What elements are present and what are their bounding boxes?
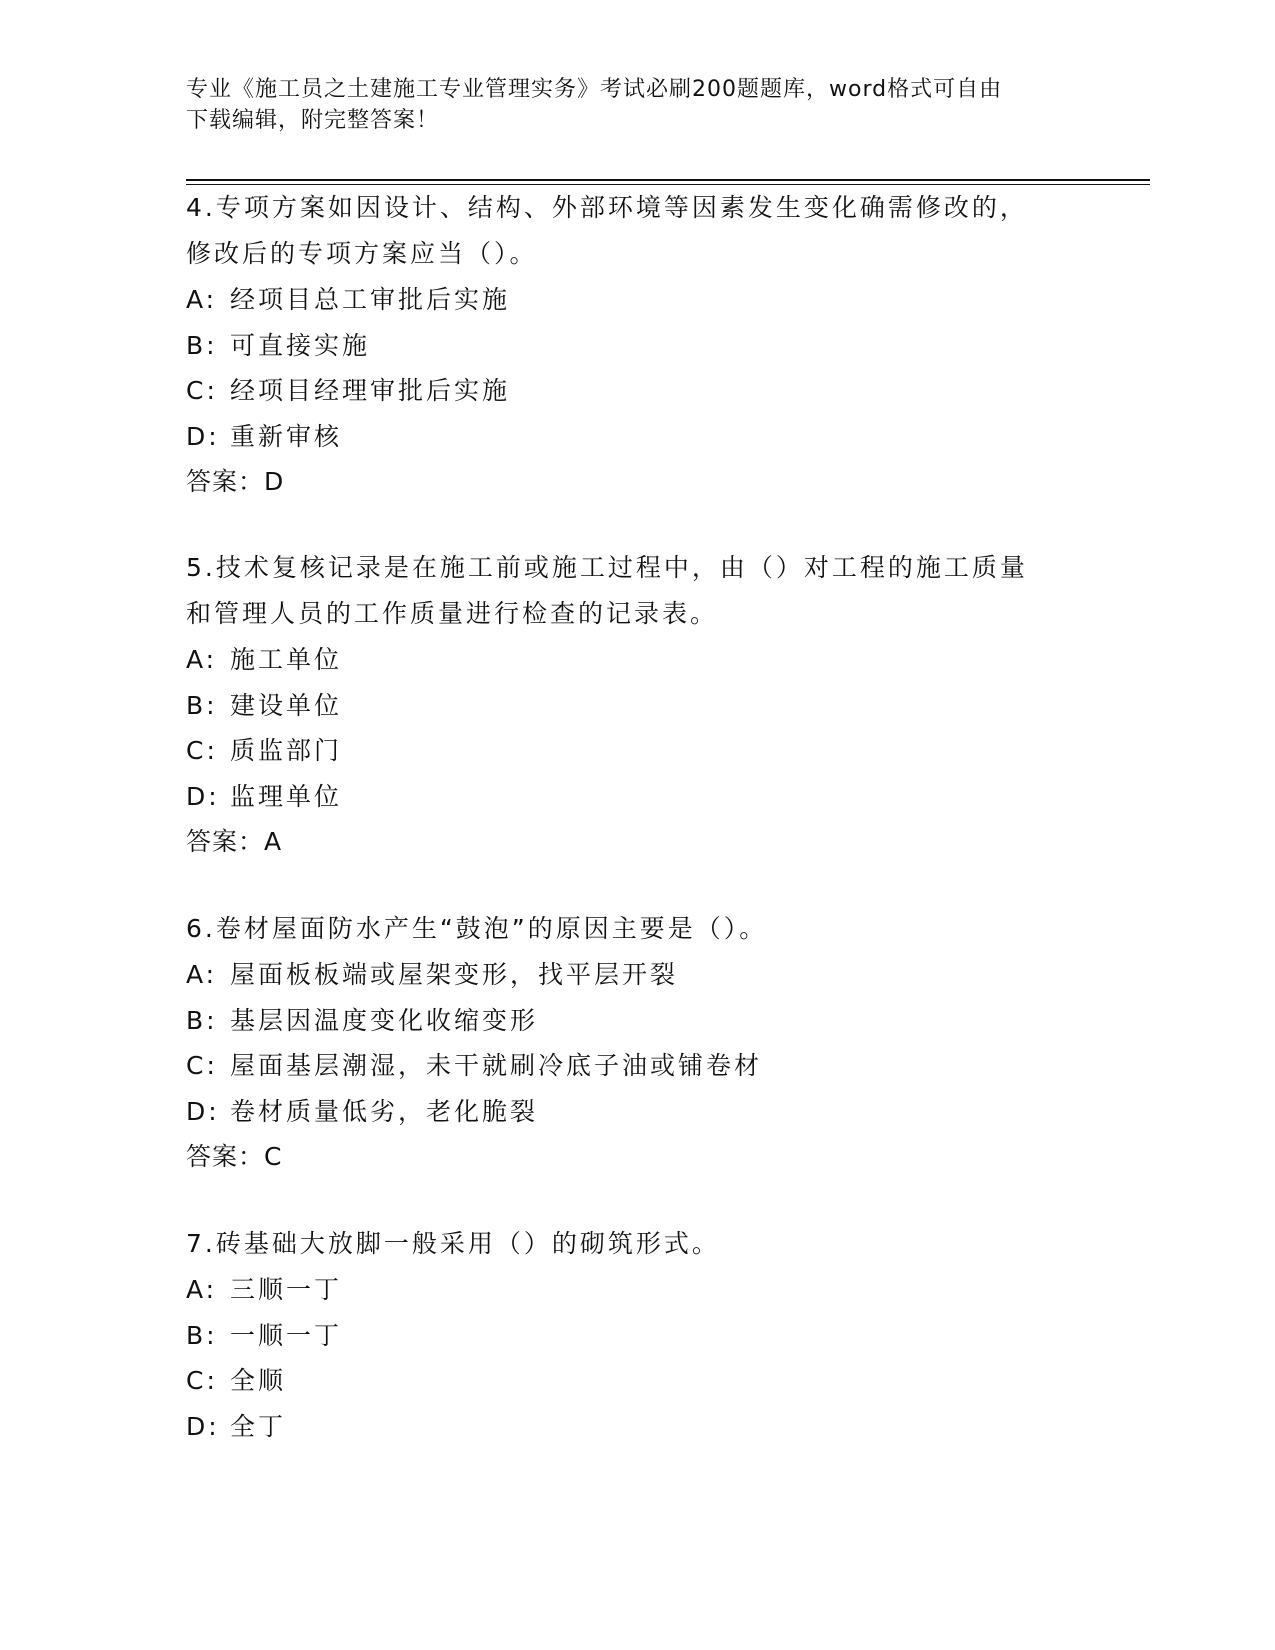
answer-line: 答案：D <box>186 467 285 496</box>
option-text: 一顺一丁 <box>230 1320 343 1350</box>
option-text: 施工单位 <box>230 645 343 674</box>
question-stem: 4.专项方案如因设计、结构、外部环境等因素发生变化确需修改的， <box>186 193 1028 222</box>
option-text: 重新审核 <box>230 421 343 451</box>
option-text: 基层因温度变化收缩变形 <box>230 1005 539 1035</box>
option-text: 三顺一丁 <box>230 1275 343 1304</box>
option-letter: B: <box>186 1005 218 1035</box>
option-letter: D: <box>186 781 220 811</box>
option-text: 全丁 <box>230 1411 287 1441</box>
option-letter: C: <box>186 1366 218 1395</box>
option-c <box>186 1043 1086 1089</box>
option-b <box>186 323 1086 369</box>
option-c <box>186 1358 1086 1404</box>
question-stem-continued: 和管理人员的工作质量进行检查的记录表。 <box>186 599 719 628</box>
option-text: 质监部门 <box>230 736 343 765</box>
option-text: 可直接实施 <box>230 330 371 360</box>
option-letter: C: <box>186 1051 218 1080</box>
option-letter: A: <box>186 645 218 674</box>
option-letter: A: <box>186 960 218 989</box>
option-a <box>186 952 1086 998</box>
answer-line: 答案：C <box>186 1142 283 1171</box>
option-letter: C: <box>186 376 218 405</box>
option-b <box>186 683 1086 729</box>
question-stem-continued: 修改后的专项方案应当（）。 <box>186 239 538 268</box>
option-a <box>186 277 1086 323</box>
question-5 <box>186 545 1086 865</box>
option-d <box>186 774 1086 820</box>
option-c <box>186 728 1086 774</box>
question-stem: 7.砖基础大放脚一般采用（）的砌筑形式。 <box>186 1229 720 1258</box>
question-4 <box>186 185 1086 505</box>
question-6 <box>186 906 1086 1180</box>
option-letter: B: <box>186 330 218 360</box>
option-letter: D: <box>186 421 220 451</box>
answer-line: 答案：A <box>186 827 283 856</box>
option-text: 经项目总工审批后实施 <box>230 285 511 314</box>
option-text: 卷材质量低劣，老化脆裂 <box>230 1096 539 1126</box>
option-b <box>186 998 1086 1044</box>
header-line-2: 下载编辑，附完整答案！ <box>186 108 440 133</box>
option-text: 屋面板板端或屋架变形，找平层开裂 <box>230 960 679 989</box>
document-header <box>186 74 1066 136</box>
option-c <box>186 368 1086 414</box>
option-text: 监理单位 <box>230 781 343 811</box>
option-text: 经项目经理审批后实施 <box>230 376 511 405</box>
option-text: 全顺 <box>230 1366 287 1395</box>
option-a <box>186 1267 1086 1313</box>
header-divider-thick <box>186 179 1150 181</box>
question-stem: 5.技术复核记录是在施工前或施工过程中，由（）对工程的施工质量 <box>186 553 1028 582</box>
option-letter: D: <box>186 1096 220 1126</box>
question-7 <box>186 1221 1086 1449</box>
header-line-1: 专业《施工员之土建施工专业管理实务》考试必刷200题题库，word格式可自由 <box>186 77 1003 102</box>
option-text: 屋面基层潮湿，未干就刷冷底子油或铺卷材 <box>230 1051 763 1080</box>
question-stem: 6.卷材屋面防水产生“鼓泡”的原因主要是（）。 <box>186 914 768 943</box>
option-letter: C: <box>186 736 218 765</box>
option-d <box>186 1089 1086 1135</box>
option-letter: B: <box>186 1320 218 1350</box>
option-letter: D: <box>186 1411 220 1441</box>
option-letter: B: <box>186 690 218 720</box>
option-letter: A: <box>186 285 218 314</box>
option-letter: A: <box>186 1275 218 1304</box>
option-a <box>186 637 1086 683</box>
option-d <box>186 414 1086 460</box>
option-b <box>186 1313 1086 1359</box>
option-text: 建设单位 <box>230 690 343 720</box>
option-d <box>186 1404 1086 1450</box>
